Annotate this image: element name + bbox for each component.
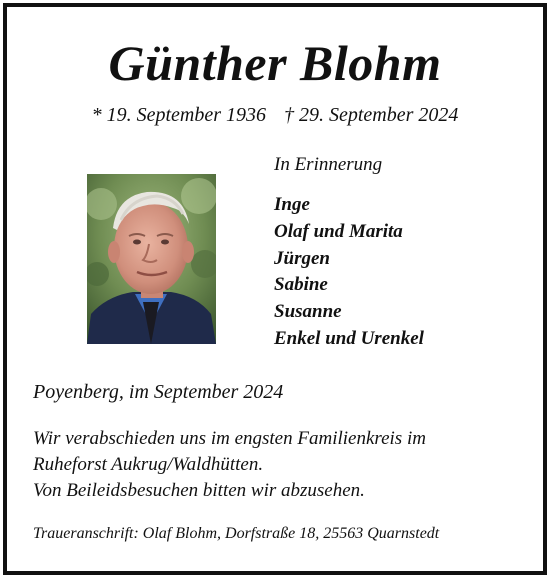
message-line: Ruheforst Aukrug/Waldhütten. [33,454,264,475]
mourners-list [274,192,424,353]
memory-heading: In Erinnerung [274,154,383,175]
deceased-name: Günther Blohm [108,35,442,91]
portrait-photo [87,174,216,344]
life-dates [0,104,550,127]
mourner-name: Susanne [274,301,342,323]
mourner-name: Enkel und Urenkel [274,327,424,349]
message-line: Von Beileidsbesuchen bitten wir abzusehen. [33,480,365,501]
birth-date: * 19. September 1936 [91,104,266,126]
mourning-address: Traueranschrift: Olaf Blohm, Dorfstraße 18, 25563 Quarnstedt [33,525,440,542]
mourner-name: Inge [274,194,310,215]
mourner-name: Jürgen [274,247,330,269]
mourner-name: Olaf und Marita [274,220,403,242]
message-line: Wir verabschieden uns im engsten Familienkreis im [33,428,426,449]
mourner-name: Sabine [274,274,328,296]
funeral-message [33,426,426,504]
place-and-date: Poyenberg, im September 2024 [33,381,284,403]
death-date: † 29. September 2024 [284,104,459,126]
